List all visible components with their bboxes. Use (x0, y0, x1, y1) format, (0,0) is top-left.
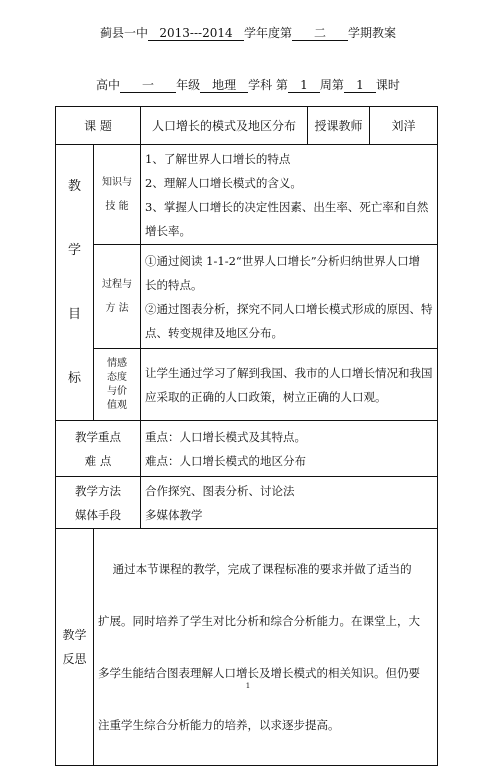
knowledge-item: 增长率。 (145, 223, 192, 238)
knowledge-item: 2、理解人口增长模式的含义。 (145, 175, 302, 190)
process-item: 点、转变规律及地区分布。 (145, 325, 284, 340)
key-points-label-line: 难 点 (84, 453, 112, 468)
lesson-title: 人口增长的模式及地区分布 (141, 107, 308, 145)
topic-row (56, 107, 438, 145)
objectives-side-char: 目 (67, 306, 81, 322)
reflection-content (94, 529, 438, 766)
key-points-label (56, 421, 141, 477)
week-number: 1 (288, 79, 320, 93)
knowledge-content (141, 145, 438, 245)
grade-number: 一 (120, 79, 176, 93)
objective-knowledge-row (56, 145, 438, 245)
teacher-label: 授课教师 (308, 107, 370, 145)
knowledge-label (94, 145, 141, 245)
method-item: 合作探究、图表分析、讨论法 (145, 483, 295, 498)
term-number: 二 (292, 27, 348, 41)
subject-name: 地理 (200, 79, 248, 93)
key-point-item: 难点：人口增长模式的地区分布 (145, 453, 307, 468)
process-item: ②通过图表分析，探究不同人口增长模式形成的原因、特 (145, 301, 433, 316)
method-item: 多媒体教学 (145, 507, 203, 522)
school-year-label: 学年度第 (243, 26, 292, 40)
reflection-line: 通过本节课程的教学，完成了课程标准的要求并做了适当的 (98, 562, 412, 576)
methods-content (141, 477, 438, 529)
values-content (141, 349, 438, 421)
knowledge-item: 1、了解世界人口增长的特点 (145, 151, 291, 166)
knowledge-label-line: 知识与 (102, 176, 132, 188)
grade-label: 年级 (176, 78, 201, 92)
reflection-line: 扩展。同时培养了学生对比分析和综合分析能力。在课堂上，大 (98, 614, 420, 628)
lesson-plan-table (55, 106, 438, 766)
subject-label: 学科 第 (248, 78, 288, 92)
lesson-label: 课时 (375, 78, 400, 92)
topic-label: 课 题 (56, 107, 141, 145)
week-label: 周第 (319, 78, 344, 92)
values-label-line: 态度 (107, 371, 127, 383)
reflection-label (56, 529, 94, 766)
objectives-side-char: 教 (67, 178, 81, 194)
process-label (94, 245, 141, 349)
knowledge-label-line: 技 能 (105, 200, 129, 212)
values-item: 让学生通过学习了解到我国、我市的人口增长情况和我国 (145, 365, 433, 380)
process-content (141, 245, 438, 349)
values-item: 应采取的正确的人口政策，树立正确的人口观。 (145, 389, 387, 404)
school-level: 高中 (96, 78, 121, 92)
methods-label (56, 477, 141, 529)
reflection-label-line: 反思 (62, 652, 87, 666)
teacher-name: 刘洋 (370, 107, 438, 145)
school-name: 蓟县一中 (99, 26, 148, 40)
school-year: 2013---2014 (148, 27, 244, 41)
process-item: 长的特点。 (145, 277, 203, 292)
values-label-line: 与价 (107, 385, 127, 397)
process-item: ①通过阅读 1-1-2“世界人口增长”分析归纳世界人口增 (145, 253, 421, 268)
page-number: 1 (245, 682, 251, 690)
objectives-side-char: 标 (67, 370, 81, 386)
methods-label-line: 媒体手段 (75, 507, 121, 522)
methods-label-line: 教学方法 (75, 483, 121, 498)
header-line-2 (0, 78, 496, 93)
reflection-row (56, 529, 438, 766)
key-points-content (141, 421, 438, 477)
reflection-line: 注重学生综合分析能力的培养，以求逐步提高。 (98, 718, 340, 732)
objectives-side-label (56, 145, 94, 421)
values-label (94, 349, 141, 421)
objectives-side-char: 学 (67, 242, 81, 258)
reflection-line: 多学生能结合图表理解人口增长及增长模式的相关知识。但仍要 (98, 666, 420, 680)
term-label: 学期教案 (348, 26, 397, 40)
process-label-line: 过程与 (102, 278, 132, 290)
methods-row (56, 477, 438, 529)
reflection-label-line: 教学 (62, 628, 87, 642)
objective-process-row (56, 245, 438, 349)
key-points-label-line: 教学重点 (75, 429, 121, 444)
header-line-1 (0, 26, 496, 41)
values-label-line: 值观 (107, 399, 127, 411)
values-label-line: 情感 (107, 357, 127, 369)
process-label-line: 方 法 (105, 302, 129, 314)
key-point-item: 重点：人口增长模式及其特点。 (145, 429, 307, 444)
knowledge-item: 3、掌握人口增长的决定性因素、出生率、死亡率和自然 (145, 199, 429, 214)
objective-values-row (56, 349, 438, 421)
lesson-number: 1 (344, 79, 376, 93)
key-points-row (56, 421, 438, 477)
